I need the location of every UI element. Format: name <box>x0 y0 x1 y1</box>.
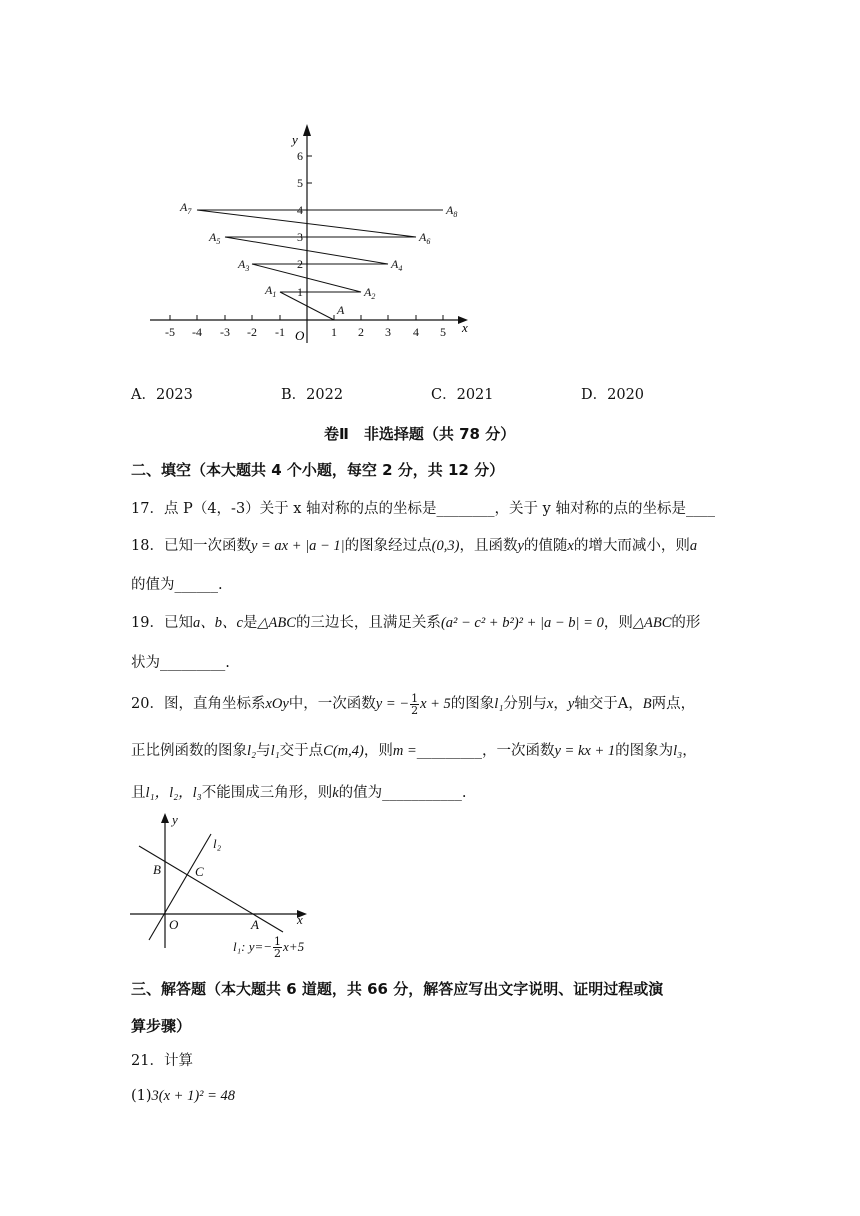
point-label: $A_2$ <box>364 285 376 301</box>
x-tick-label: 5 <box>440 325 446 339</box>
x-tick-label: 4 <box>413 325 419 339</box>
choice-b: B．2022 <box>281 387 344 403</box>
x-tick-label: 3 <box>385 325 391 339</box>
question-17: 17．点 P（4，-3）关于 x 轴对称的点的坐标是________，关于 y 轴对称的点的坐标是____ <box>131 501 715 517</box>
choice-a: A．2023 <box>131 387 193 403</box>
point-label: $A_7$ <box>180 200 192 216</box>
point-label: $A_8$ <box>446 203 458 219</box>
l1-caption: l₁: y=− $\frac{1}{2}$ x+5 <box>233 935 305 960</box>
x-tick-label: -1 <box>275 325 285 339</box>
x-tick-label: -5 <box>165 325 175 339</box>
point-c-label: C <box>195 864 204 879</box>
l2-label: l₂ <box>213 836 222 851</box>
y-tick-label: 2 <box>297 257 303 271</box>
x-tick-label: -4 <box>192 325 202 339</box>
x-tick-label: 2 <box>358 325 364 339</box>
question-19-line2: 状为_________. <box>131 655 230 671</box>
question-20-line1: 20．图，直角坐标系xOy中，一次函数y = − $\frac{1}{2}$ x + 5的图象l₁分别与x，y轴交于A，B两点， <box>131 691 696 717</box>
point-b-label: B <box>153 862 161 877</box>
x-tick-label: 1 <box>331 325 337 339</box>
x-tick-label: -3 <box>220 325 230 339</box>
x-tick-label: -2 <box>247 325 257 339</box>
question-20-line3: 且l₁，l₂，l₃不能围成三角形，则k的值为___________. <box>131 785 467 801</box>
section-answer-title-line1: 三、解答题（本大题共 6 道题，共 66 分，解答应写出文字说明、证明过程或演 <box>131 980 664 998</box>
point-label: $A_3$ <box>238 257 250 273</box>
origin-label: O <box>295 328 305 343</box>
y-tick-label: 4 <box>297 203 303 217</box>
point-a-label: A <box>251 917 259 932</box>
point-label: $A_4$ <box>391 257 403 273</box>
y-tick-label: 3 <box>297 230 303 244</box>
question-21-title: 21．计算 <box>131 1053 193 1069</box>
y-axis-label: y <box>172 812 178 827</box>
x-axis-label: x <box>462 320 468 335</box>
question-18-line2: 的值为______. <box>131 577 223 593</box>
y-tick-label: 1 <box>297 285 303 299</box>
choice-d: D．2020 <box>581 387 645 403</box>
point-label: $A_1$ <box>265 283 277 299</box>
question-19-line1: 19．已知a、b、c是△ABC的三边长，且满足关系(a² − c² + b²)² + |a − b| = 0，则△ABC的形 <box>131 615 701 631</box>
section-answer-title-line2: 算步骤） <box>131 1017 192 1035</box>
y-tick-label: 5 <box>297 176 303 190</box>
question-18-line1: 18．已知一次函数y = ax + |a − 1|的图象经过点(0,3)，且函数y的值随x的增大而减小，则a <box>131 538 698 554</box>
zigzag-path <box>197 210 443 320</box>
point-label: $A_5$ <box>209 230 221 246</box>
origin-label: O <box>169 917 179 932</box>
line-l2 <box>149 834 211 940</box>
section-fill-blank-title: 二、填空（本大题共 4 个小题，每空 2 分，共 12 分） <box>131 461 505 479</box>
choice-c: C．2021 <box>431 387 494 403</box>
zigzag-coordinate-figure <box>140 118 480 348</box>
y-axis-label: y <box>292 132 298 147</box>
point-label: A <box>337 303 345 317</box>
section-ii-title: 卷Ⅱ 非选择题（共 78 分） <box>324 425 516 443</box>
point-label: $A_6$ <box>419 230 431 246</box>
x-axis-label: x <box>297 912 303 927</box>
question-21-part1: (1)3(x + 1)² = 48 <box>131 1088 236 1104</box>
question-20-line2: 正比例函数的图象l₂与l₁交于点C(m,4)，则m =_________，一次函数y = kx + 1的图象为l₃， <box>131 743 697 759</box>
y-tick-label: 6 <box>297 149 303 163</box>
